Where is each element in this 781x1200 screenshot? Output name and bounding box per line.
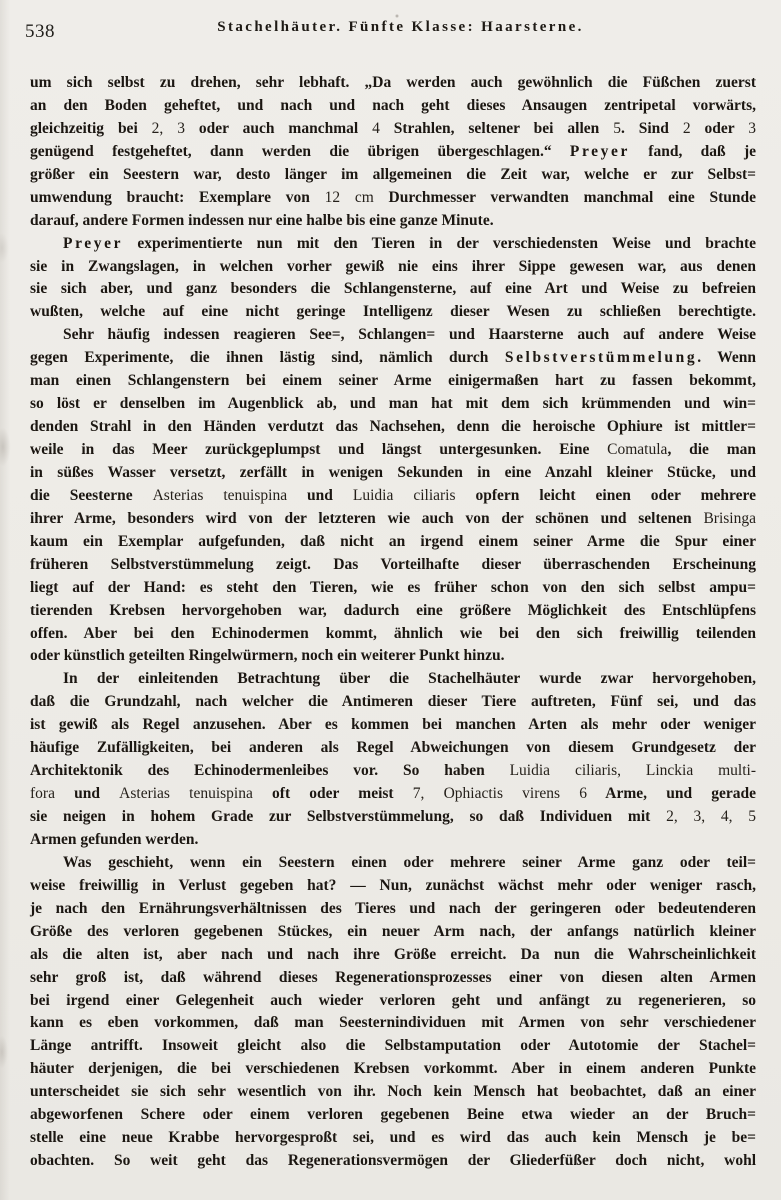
fraktur-body-text: größer ein Seestern war, desto länger im allgemeinen die Zeit war, welche er zur Selbst= [30,165,756,183]
fraktur-body-text: fand, daß je [629,142,757,160]
text-line [30,301,756,324]
fraktur-body-text: . Sind [620,119,683,137]
fraktur-body-text: ist gewiß als Regel anzusehen. Aber es kommen bei manchen Arten als mehr oder weniger [30,716,756,734]
latin-species-text: 4 [372,119,380,137]
fraktur-body-text: In der einleitenden Betrachtung über die Stachelhäuter wurde zwar hervorgehoben, [63,670,756,688]
page-number: 538 [25,21,55,42]
text-line [30,462,756,485]
text-line [30,645,756,668]
text-line [30,921,756,944]
text-line [30,1150,756,1173]
text-line [30,1127,756,1150]
text-line [30,416,756,439]
fraktur-body-text: opfern leicht einen oder mehrere [455,486,757,504]
fraktur-body-text: kaum ein Exemplar aufgefunden, daß nicht an irgend einem seiner Arme die Spur einer [30,532,756,550]
fraktur-body-text: gleichzeitig bei [30,119,152,137]
fraktur-body-text: denden Strahl in den Händen verdutzt das Nachsehen, denn die heroische Ophiure ist mittler= [30,418,756,436]
text-line [30,668,756,691]
fraktur-body-text: man einen Schlangenstern bei einem seiner Arme einigermaßen hart zu fassen bekommt, [30,372,756,390]
fraktur-body-text: je nach den Ernährungsverhältnissen des Tieres und nach der geringeren oder bedeutenderen [30,899,756,917]
fraktur-body-text: Strahlen, seltener bei allen [379,119,614,137]
text-line [30,783,756,806]
fraktur-body-text: sehr groß ist, daß während dieses Regenerationsprozesses einer von diesen alten Armen [30,968,756,986]
text-line [30,967,756,990]
fraktur-body-text: sie in Zwangslagen, in welchen vorher gewiß nie eins ihrer Sippe gewesen war, aus denen [30,257,756,275]
latin-species-text: 12 cm [324,188,374,206]
text-line [30,852,756,875]
fraktur-body-text: Architektonik des Echinodermenleibes vor. So haben [30,762,510,780]
text-line [30,577,756,600]
fraktur-body-text: so löst er denselben im Augenblick ab, und man hat mit dem sich krümmenden und win= [30,395,756,413]
latin-species-text: Asterias tenuispina [119,785,253,803]
text-line [30,1035,756,1058]
fraktur-body-text: die Seesterne [30,486,153,504]
latin-species-text: Brisinga [703,509,756,527]
fraktur-body-text: und [287,486,353,504]
text-line [30,806,756,829]
fraktur-body-text: Sehr häufig indessen reagieren See=, Schlangen= und Haarsterne auch auf andere Weise [63,326,756,344]
text-line [30,508,756,531]
text-line [30,118,756,141]
text-line [30,164,756,187]
fraktur-body-text: umwendung braucht: Exemplare von [30,188,325,206]
latin-species-text: 2, 3 [151,119,185,137]
fraktur-body-text: oder auch manchmal [184,119,373,137]
latin-species-text: 7, [412,785,425,803]
text-line [30,691,756,714]
running-header: Stachelhäuter. Fünfte Klasse: Haarsterne. [217,19,584,35]
latin-species-text: fora [30,785,55,803]
latin-species-text: Ophiactis virens 6 [443,785,587,803]
text-line [30,439,756,462]
latin-species-text: Luidia ciliaris, Linckia multi- [509,762,756,780]
text-line [30,324,756,347]
text-line [30,531,756,554]
fraktur-body-text: und [54,785,120,803]
fraktur-body-text: in süßes Wasser versetzt, zerfällt in wenigen Sekunden in eine Anzahl kleiner Stücke, und [30,463,756,481]
fraktur-body-text: bei irgend einer Gelegenheit auch wieder verloren geht und anfängt zu regenerieren, so [30,991,756,1009]
body-text [30,72,756,1173]
fraktur-body-text: tierenden Krebsen hervorgehoben war, dadurch eine größere Möglichkeit des Entschlüpfens [30,601,756,619]
fraktur-body-text: weile in das Meer zurückgeplumpst und längst untergesunken. Eine [30,441,608,458]
text-line [30,347,756,370]
fraktur-body-text: sie sich aber, und ganz besonders die Schlangensterne, auf eine Art und Weise zu befreien [30,280,756,298]
fraktur-body-text: um sich selbst zu drehen, sehr lebhaft. „Da werden auch gewöhnlich die Füßchen zuerst [30,74,756,91]
latin-species-text: 3 [748,119,756,137]
fraktur-body-text: Länge antrifft. Insoweit gleicht also die Selbstamputation oder Autotomie der Stachel= [30,1037,756,1055]
text-line [30,1104,756,1127]
text-line [30,875,756,898]
text-line [30,990,756,1013]
latin-species-text: 5 [613,119,621,137]
fraktur-body-text: stelle eine neue Krabbe hervorgesproßt sei, und es wird das auch kein Mensch je be= [30,1129,756,1147]
text-line [30,393,756,416]
fraktur-body-text: oder künstlich geteilten Ringelwürmern, noch ein weiterer Punkt hinzu. [30,647,505,665]
text-line [30,1058,756,1081]
fraktur-body-text: unterscheidet sie sich sehr wesentlich von ihr. Noch kein Mensch hat beobachtet, daß an einer [30,1083,756,1101]
fraktur-body-text: ihrer Arme, besonders wird von der letzteren wie auch von der schönen und seltenen [30,509,704,527]
fraktur-body-text [424,785,443,802]
fraktur-body-text: darauf, andere Formen indessen nur eine halbe bis eine ganze Minute. [30,211,494,229]
text-line [30,141,756,164]
fraktur-body-text: daß die Grundzahl, nach welcher die Antimeren dieser Tiere auftreten, Fünf sei, und das [30,693,756,711]
fraktur-body-text: weise freiwillig in Verlust gegeben hat? — Nun, zunächst wächst mehr oder weniger rasch, [30,876,756,894]
emphasized-spaced-text: Selbstverstümmelung [504,349,698,367]
text-line [30,554,756,577]
latin-species-text: Luidia ciliaris [352,486,456,504]
text-line [30,187,756,210]
fraktur-body-text: Größe des verloren gegebenen Stückes, ein neuer Arm nach, der anfangs natürlich kleiner [30,922,756,940]
fraktur-body-text: an den Boden geheftet, und nach und nach geht dieses Ansaugen zentripetal vorwärts, [30,96,756,114]
text-line [30,485,756,508]
fraktur-body-text: gegen Experimente, die ihnen lästig sind, nämlich durch [30,349,505,367]
fraktur-body-text: als die alten ist, aber nach und nach ihre Größe erreicht. Da nun die Wahrscheinlichkeit [30,945,756,963]
text-line [30,72,756,95]
fraktur-body-text: kann es eben vorkommen, daß man Seesternindividuen mit Armen von sehr verschiedener [30,1014,756,1032]
text-line [30,1012,756,1035]
fraktur-body-text: wußten, welche auf eine nicht geringe Intelligenz dieser Wesen zu schließen berechtigte. [30,303,756,321]
fraktur-body-text: liegt auf der Hand: es steht den Tieren, wie es früher schon von den sich selbst ampu= [30,578,756,596]
text-line [30,737,756,760]
latin-species-text: Asterias tenuispina [152,486,288,504]
text-line [30,256,756,279]
text-line [30,233,756,256]
text-line [30,714,756,737]
text-line [30,95,756,118]
fraktur-body-text: häuter derjenigen, die bei verschiedenen Krebsen vorkommt. Aber in einem anderen Punkte [30,1060,756,1078]
fraktur-body-text: experimentierte nun mit den Tieren in der verschiedensten Weise und brachte [123,234,756,252]
fraktur-body-text: oder [690,119,749,137]
fraktur-body-text: Arme, und gerade [586,785,757,803]
text-line [30,944,756,967]
fraktur-body-text: genügend festgeheftet, dann werden die übrigen übergeschlagen.“ [30,142,570,160]
fraktur-body-text: sie neigen in hohem Grade zur Selbstverstümmelung, so daß Individuen mit [30,808,667,825]
text-line [30,760,756,783]
fraktur-body-text: offen. Aber bei den Echinodermen kommt, ähnlich wie bei den sich freiwillig teilenden [30,624,756,642]
latin-species-text: 2 [682,119,691,137]
fraktur-body-text: abgeworfenen Schere oder einem verloren gegebenen Beine etwa wieder an der Bruch= [30,1106,756,1124]
fraktur-body-text: obachten. So weit geht das Regenerationsvermögen der Gliederfüßer doch nicht, wohl [30,1152,756,1170]
fraktur-body-text: Was geschieht, wenn ein Seestern einen oder mehrere seiner Arme ganz oder teil= [63,853,756,871]
text-line [30,600,756,623]
fraktur-body-text: oft oder meist [252,785,413,803]
fraktur-body-text: früheren Selbstverstümmelung zeigt. Das Vorteilhafte dieser überraschenden Erscheinung [30,555,756,573]
fraktur-body-text: häufige Zufälligkeiten, bei anderen als Regel Abweichungen von diesem Grundgesetz der [30,739,756,757]
text-line [30,210,756,233]
text-line [30,898,756,921]
text-line [30,370,756,393]
fraktur-body-text: , die man [667,441,756,458]
text-line [30,829,756,852]
latin-species-text: 2, 3, 4, 5 [666,808,756,825]
fraktur-body-text: Durchmesser verwandten manchmal eine Stunde [373,188,757,206]
latin-species-text: Comatula [607,441,668,458]
fraktur-body-text: Armen gefunden werden. [30,830,199,848]
text-line [30,278,756,301]
emphasized-spaced-text: Preyer [569,142,630,160]
emphasized-spaced-text: Preyer [63,234,124,252]
fraktur-body-text: . Wenn [697,349,756,367]
text-line [30,623,756,646]
text-line [30,1081,756,1104]
